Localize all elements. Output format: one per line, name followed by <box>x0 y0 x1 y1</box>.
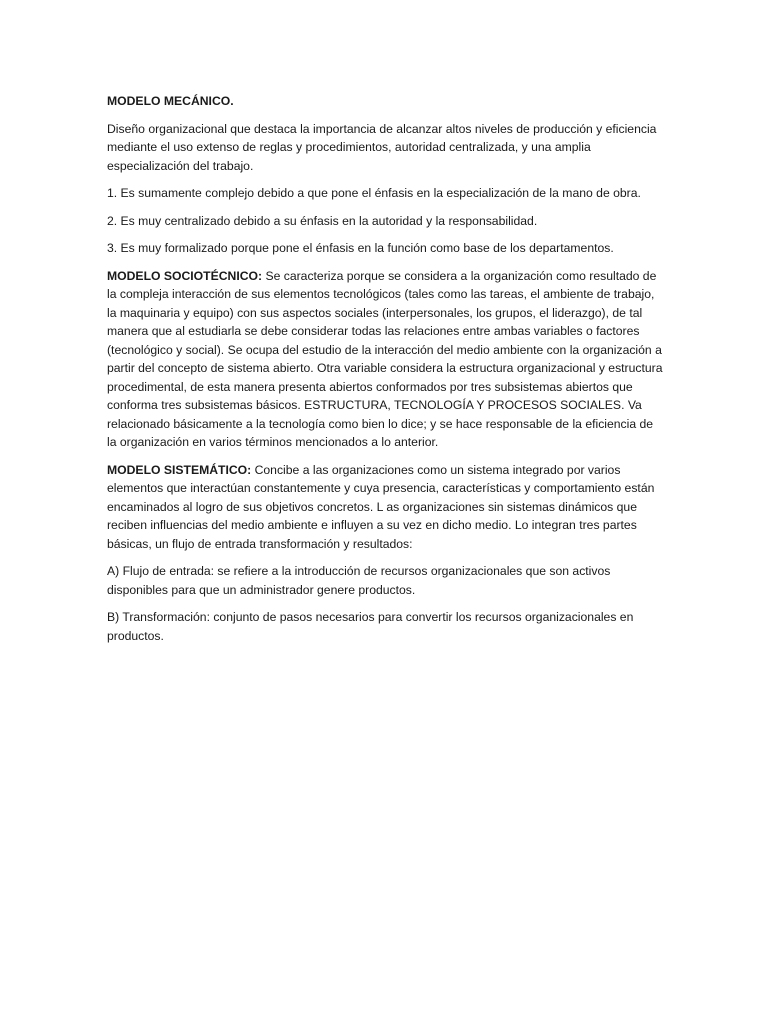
mecanico-item-2: 2. Es muy centralizado debido a su énfasis en la autoridad y la responsabilidad. <box>107 213 538 228</box>
sistematico-paragraph <box>107 461 663 554</box>
mecanico-description: Diseño organizacional que destaca la importancia de alcanzar altos niveles de producción y eficiencia mediante el uso extenso de reglas y procedimientos, autoridad centralizada, y una amplia especialización del trabajo. <box>107 121 657 173</box>
sociotecnico-body: Se caracteriza porque se considera a la organización como resultado de la compleja interacción de sus elementos tecnológicos (tales como las tareas, el ambiente de trabajo, la maquinaria y equipo) con sus aspectos sociales (interpersonales, los grupos, el liderazgo), de tal manera que al estudiarla se debe considerar todas las relaciones entre ambas variables o factores (tecnológico y social). Se ocupa del estudio de la interacción del medio ambiente con la organización a partir del concepto de sistema abierto. Otra variable considera la estructura organizacional y estructura procedimental, de esta manera presenta abiertos conformados por tres subsistemas abiertos que conforma tres subsistemas básicos. ESTRUCTURA, TECNOLOGÍA Y PROCESOS SOCIALES. Va relacionado básicamente a la tecnología como bien lo dice; y se hace responsable de la eficiencia de la organización en varios términos mencionados a lo anterior. <box>107 268 663 449</box>
sistematico-heading: MODELO SISTEMÁTICO: <box>107 462 252 477</box>
mecanico-item-1: 1. Es sumamente complejo debido a que pone el énfasis en la especialización de la mano de obra. <box>107 186 641 200</box>
mecanico-item-3: 3. Es muy formalizado porque pone el énfasis en la función como base de los departamentos. <box>107 241 614 255</box>
sistematico-item-a: A) Flujo de entrada: se refiere a la introducción de recursos organizacionales que son activos disponibles para que un administrador genere productos. <box>107 564 611 597</box>
mecanico-heading: MODELO MECÁNICO. <box>107 94 234 108</box>
document-page <box>107 92 663 654</box>
sistematico-item-b: B) Transformación: conjunto de pasos necesarios para convertir los recursos organizacionales en productos. <box>107 610 634 643</box>
sociotecnico-paragraph <box>107 267 663 452</box>
sistematico-body: Concibe a las organizaciones como un sistema integrado por varios elementos que interactúan constantemente y cuya presencia, características y comportamiento están encaminados al logro de sus objetivos concretos. L as organizaciones sin sistemas dinámicos que reciben influencias del medio ambiente e influyen a su vez en dicho medio. Lo integran tres partes básicas, un flujo de entrada transformación y resultados: <box>107 462 655 551</box>
sociotecnico-heading: MODELO SOCIOTÉCNICO: <box>107 268 263 283</box>
